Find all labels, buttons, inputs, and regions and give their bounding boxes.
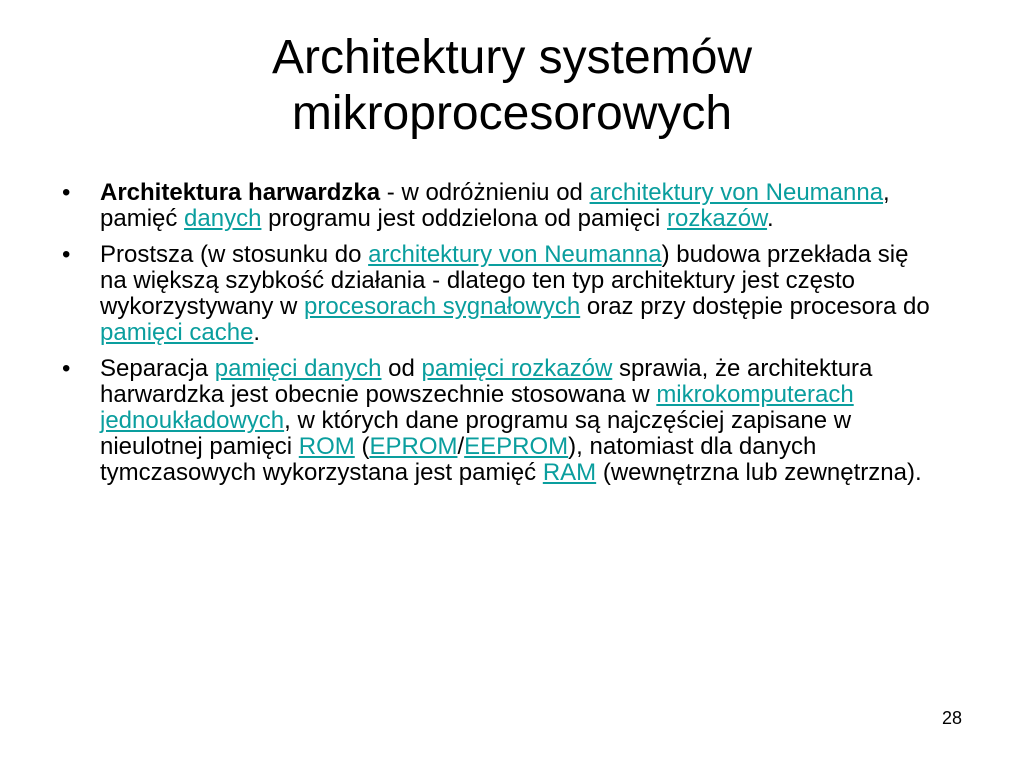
link-pamieci-danych[interactable]: pamięci danych	[214, 355, 382, 382]
slide-title	[100, 30, 924, 142]
bullet-text: (	[354, 433, 370, 460]
link-rozkazow[interactable]: rozkazów	[667, 205, 768, 232]
link-rom[interactable]: ROM	[298, 433, 355, 460]
bullet-text: /	[457, 433, 465, 460]
bullet-bold-term: Architektura harwardzka	[100, 179, 381, 206]
link-procesorach-sygnalowych[interactable]: procesorach sygnałowych	[304, 293, 581, 320]
bullet-list	[60, 180, 940, 496]
bullet-item-2	[60, 242, 940, 346]
bullet-text: oraz przy dostępie procesora do	[580, 293, 930, 320]
bullet-text: sprawia, że architektura harwardzka jest obecnie powszechnie stosowana w	[100, 355, 873, 408]
page-number: 28	[941, 708, 962, 728]
bullet-marker: •	[62, 241, 71, 268]
bullet-item-1	[60, 180, 940, 232]
bullet-text: .	[767, 205, 774, 232]
bullet-text: , w których dane programu są najczęściej zapisane w nieulotnej pamięci	[100, 407, 852, 460]
link-eeprom[interactable]: EEPROM	[464, 433, 569, 460]
bullet-item-3	[60, 356, 940, 486]
bullet-text: (wewnętrzna lub zewnętrzna).	[596, 459, 922, 486]
bullet-text: od	[381, 355, 422, 382]
title-line-1: Architektury systemów	[271, 31, 753, 84]
title-line-2: mikroprocesorowych	[291, 87, 733, 140]
link-eprom[interactable]: EPROM	[369, 433, 458, 460]
bullet-text: .	[253, 319, 261, 346]
link-architektury-von-neumanna-2[interactable]: architektury von Neumanna	[368, 241, 662, 268]
link-ram[interactable]: RAM	[542, 459, 597, 486]
bullet-text: - w odróżnieniu od	[380, 179, 590, 206]
bullet-text: Prostsza (w stosunku do	[100, 241, 369, 268]
link-pamieci-rozkazow[interactable]: pamięci rozkazów	[421, 355, 613, 382]
bullet-text: ) budowa przekłada się na większą szybkość działania - dlatego ten typ architektury jest często wykorzystywany w	[100, 241, 909, 320]
bullet-text: Separacja	[100, 355, 215, 382]
bullet-marker: •	[62, 355, 71, 382]
bullet-text: , pamięć	[100, 179, 890, 232]
bullet-text: ), natomiast dla danych tymczasowych wykorzystana jest pamięć	[100, 433, 817, 486]
link-danych[interactable]: danych	[184, 205, 262, 232]
link-architektury-von-neumanna[interactable]: architektury von Neumanna	[589, 179, 884, 206]
bullet-marker: •	[62, 179, 71, 206]
link-pamieci-cache[interactable]: pamięci cache	[100, 319, 254, 346]
bullet-text: programu jest oddzielona od pamięci	[261, 205, 667, 232]
link-mikrokomputerach-jednoukladowych[interactable]: mikrokomputerach jednoukładowych	[100, 381, 854, 434]
